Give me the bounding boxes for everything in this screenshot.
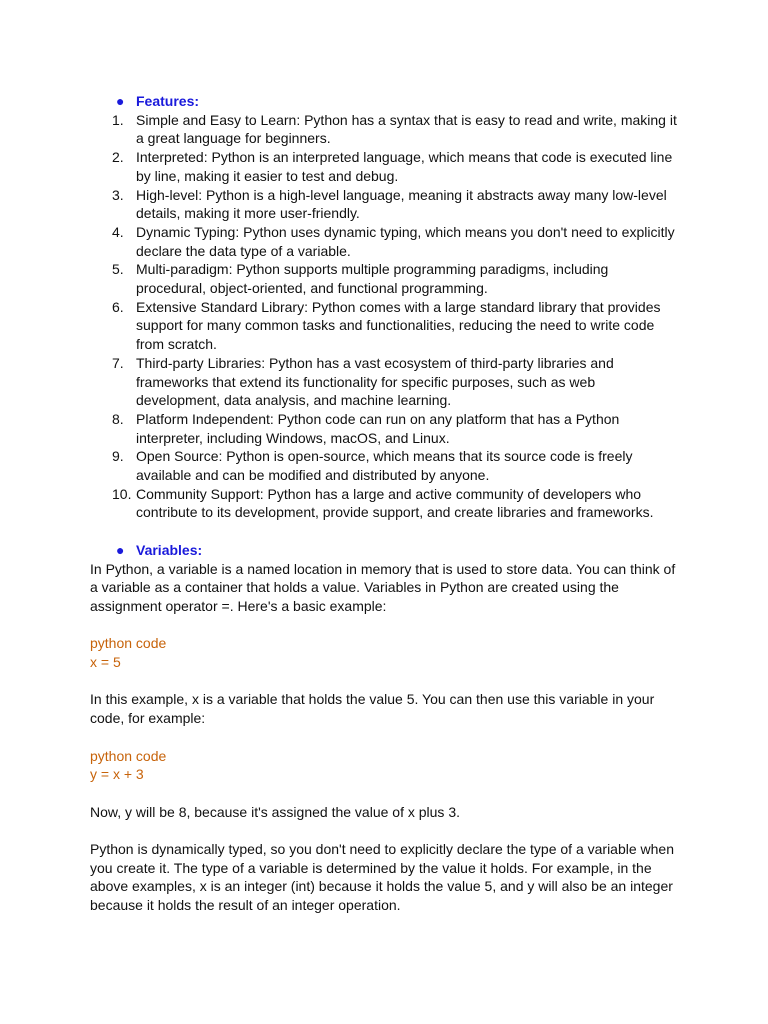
code-label: python code	[90, 635, 167, 652]
list-number: 8.	[112, 410, 124, 427]
code-line: y = x + 3	[90, 766, 144, 783]
list-item	[90, 148, 680, 185]
list-item	[90, 298, 680, 354]
list-item-text: Simple and Easy to Learn: Python has a syntax that is easy to read and write, making it a great language for beginners.	[136, 111, 677, 147]
list-number: 9.	[112, 448, 124, 465]
list-item	[90, 111, 680, 148]
list-item-text: Multi-paradigm: Python supports multiple programming paradigms, including procedural, object-oriented, and functional programming.	[136, 261, 609, 297]
bullet-icon: ●	[116, 93, 125, 109]
list-item-text: Interpreted: Python is an interpreted language, which means that code is executed line by line, making it easier to test and debug.	[136, 149, 673, 184]
list-number: 4.	[112, 223, 124, 240]
list-item-text: Extensive Standard Library: Python comes with a large standard library that provides support for many common tasks and functionalities, reducing the need to write code from scratch.	[136, 298, 661, 353]
list-item-text: High-level: Python is a high-level language, meaning it abstracts away many low-level details, making it more user-friendly.	[136, 186, 667, 222]
list-item	[90, 186, 680, 223]
list-item	[90, 447, 680, 484]
list-number: 2.	[112, 149, 124, 166]
list-number: 10.	[112, 485, 132, 502]
variables-intro: In Python, a variable is a named location in memory that is used to store data. You can think of a variable as a container that holds a value. Variables in Python are created using the assignment operator =. Here's a basic example:	[90, 560, 676, 614]
list-item-text: Community Support: Python has a large and active community of developers who contribute to its development, provide support, and create libraries and frameworks.	[136, 485, 654, 521]
list-item	[90, 354, 680, 410]
code-label: python code	[90, 747, 167, 764]
list-item	[90, 485, 680, 522]
list-item	[90, 260, 680, 297]
list-number: 3.	[112, 186, 124, 203]
features-heading-text: Features:	[136, 93, 200, 109]
list-item-text: Dynamic Typing: Python uses dynamic typing, which means you don't need to explicitly declare the data type of a variable.	[136, 223, 675, 259]
variables-heading	[90, 541, 680, 560]
list-item	[90, 410, 680, 447]
spacer	[90, 616, 680, 635]
bullet-icon: ●	[116, 541, 125, 558]
list-item-text: Open Source: Python is open-source, which means that its source code is freely available and can be modified and distributed by anyone.	[136, 448, 633, 484]
explanation-paragraph: Now, y will be 8, because it's assigned the value of x plus 3.	[90, 803, 460, 820]
features-list	[90, 111, 680, 522]
spacer	[90, 784, 680, 803]
spacer	[90, 821, 680, 840]
list-item	[90, 223, 680, 260]
variables-heading-text: Variables:	[136, 541, 203, 558]
list-number: 7.	[112, 354, 124, 371]
list-item-text: Platform Independent: Python code can run on any platform that has a Python interpreter, including Windows, macOS, and Linux.	[136, 410, 620, 446]
features-heading	[90, 92, 680, 111]
spacer	[90, 728, 680, 747]
explanation-paragraph: In this example, x is a variable that holds the value 5. You can then use this variable in your code, for example:	[90, 691, 655, 727]
list-number: 6.	[112, 298, 124, 315]
code-line: x = 5	[90, 654, 121, 671]
list-number: 5.	[112, 261, 124, 278]
spacer	[90, 522, 680, 541]
explanation-paragraph: Python is dynamically typed, so you don't need to explicitly declare the type of a variable when you create it. The type of a variable is determined by the value it holds. For example, in the above examples, x is an integer (int) because it holds the value 5, and y will also be an integer because it holds the result of an integer operation.	[90, 841, 675, 914]
document-content	[90, 92, 680, 915]
spacer	[90, 672, 680, 691]
list-number: 1.	[112, 111, 124, 128]
list-item-text: Third-party Libraries: Python has a vast ecosystem of third-party libraries and frameworks that extend its functionality for specific purposes, such as web development, data analysis, and machine learning.	[136, 354, 614, 409]
